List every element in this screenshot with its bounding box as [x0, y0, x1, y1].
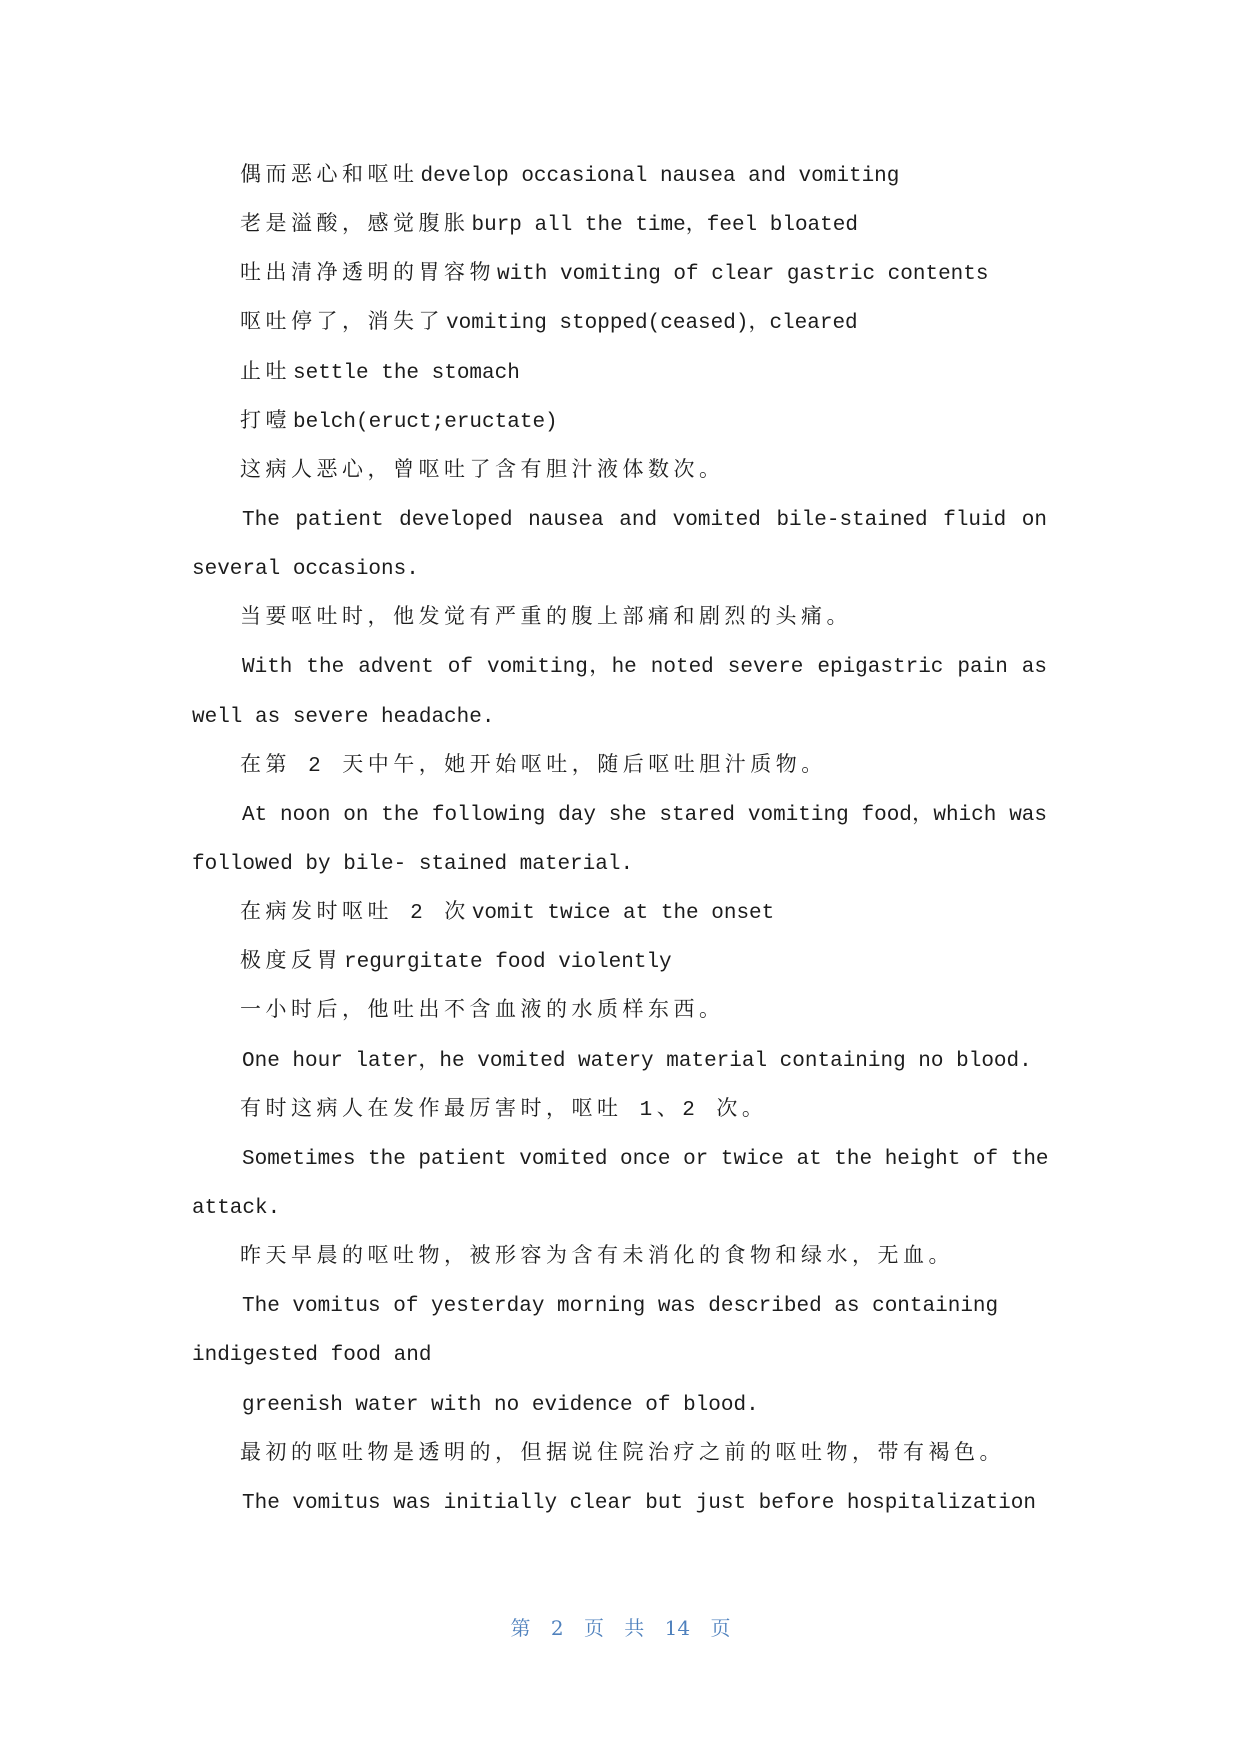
text-line [190, 152, 1047, 201]
line-zh: 止吐 [240, 361, 291, 385]
line-en: The vomitus was initially clear but just before hospitalization [242, 1491, 1036, 1515]
line-en: regurgitate food violently [344, 951, 672, 975]
line-zh: 这病人恶心，曾呕吐了含有胆汁液体数次。 [240, 459, 725, 483]
text-line [190, 447, 1047, 496]
line-en: develop occasional nausea and vomiting [420, 165, 900, 188]
text-line [190, 1037, 1047, 1086]
text-line [190, 1282, 1047, 1331]
text-line [190, 299, 1047, 348]
line-en: With the advent of vomiting，he noted severe epigastric pain as [242, 656, 1047, 680]
text-line [190, 643, 1047, 692]
line-en: At noon on the following day she stared vomiting food，which was [242, 803, 1047, 827]
line-en: The vomitus of yesterday morning was described as containing [242, 1295, 999, 1319]
line-zh: 昨天早晨的呕吐物，被形容为含有未消化的食物和绿水，无血。 [240, 1246, 954, 1270]
text-line [190, 987, 1047, 1036]
line-zh: 老是溢酸，感觉腹胀 [240, 214, 470, 238]
line-zh: 最初的呕吐物是透明的，但据说住院治疗之前的呕吐物，带有褐色。 [240, 1442, 1005, 1466]
line-en: belch(eruct;eructate) [293, 410, 558, 434]
line-zh: 在病发时呕吐 2 次 [240, 902, 470, 926]
text-line [190, 742, 1047, 791]
line-en: settle the stomach [293, 361, 520, 385]
text-line [190, 1233, 1047, 1282]
line-zh: 当要呕吐时，他发觉有严重的腹上部痛和剧烈的头痛。 [240, 607, 852, 631]
line-en: vomit twice at the onset [471, 902, 775, 926]
page-number: 第 2 页 共 14 页 [510, 1616, 731, 1640]
line-en: burp all the time，feel bloated [471, 214, 858, 238]
line-en: well as severe headache. [192, 705, 495, 729]
line-zh: 吐出清净透明的胃容物 [240, 263, 495, 287]
text-line [190, 349, 1047, 398]
text-line [190, 889, 1047, 938]
line-en: The patient developed nausea and vomited bile-stained fluid on [242, 508, 1047, 532]
line-zh: 偶而恶心和呕吐 [240, 165, 419, 188]
text-line [190, 1184, 1047, 1233]
line-zh: 打噎 [240, 410, 291, 434]
line-zh: 极度反胃 [240, 951, 342, 975]
document-body [190, 152, 1047, 1528]
line-en: vomiting stopped(ceased)，cleared [446, 312, 858, 336]
text-line [190, 201, 1047, 250]
text-line [190, 1086, 1047, 1135]
text-line [190, 1135, 1047, 1184]
text-line [190, 1430, 1047, 1479]
line-en: several occasions. [192, 558, 419, 582]
line-zh: 一小时后，他吐出不含血液的水质样东西。 [240, 1000, 725, 1024]
text-line [190, 1479, 1047, 1528]
line-en: attack. [192, 1196, 281, 1220]
text-line [190, 693, 1047, 742]
text-line [190, 1331, 1047, 1380]
text-line [190, 594, 1047, 643]
text-line [190, 791, 1047, 840]
text-line [190, 938, 1047, 987]
text-line [190, 250, 1047, 299]
text-line [190, 496, 1047, 545]
line-en: One hour later，he vomited watery material containing no blood. [242, 1049, 1032, 1073]
line-zh: 有时这病人在发作最厉害时，呕吐 1、2 次。 [240, 1098, 768, 1122]
line-en: greenish water with no evidence of blood. [242, 1393, 759, 1417]
line-zh: 在第 2 天中午，她开始呕吐，随后呕吐胆汁质物。 [240, 754, 827, 778]
text-line [190, 398, 1047, 447]
text-line [190, 840, 1047, 889]
line-zh: 呕吐停了，消失了 [240, 312, 444, 336]
line-en: Sometimes the patient vomited once or twice at the height of the [242, 1147, 1049, 1171]
line-en: followed by bile- stained material. [192, 852, 634, 876]
text-line [190, 545, 1047, 594]
line-en: indigested food and [192, 1344, 432, 1368]
text-line [190, 1381, 1047, 1430]
line-en: with vomiting of clear gastric contents [497, 263, 989, 287]
